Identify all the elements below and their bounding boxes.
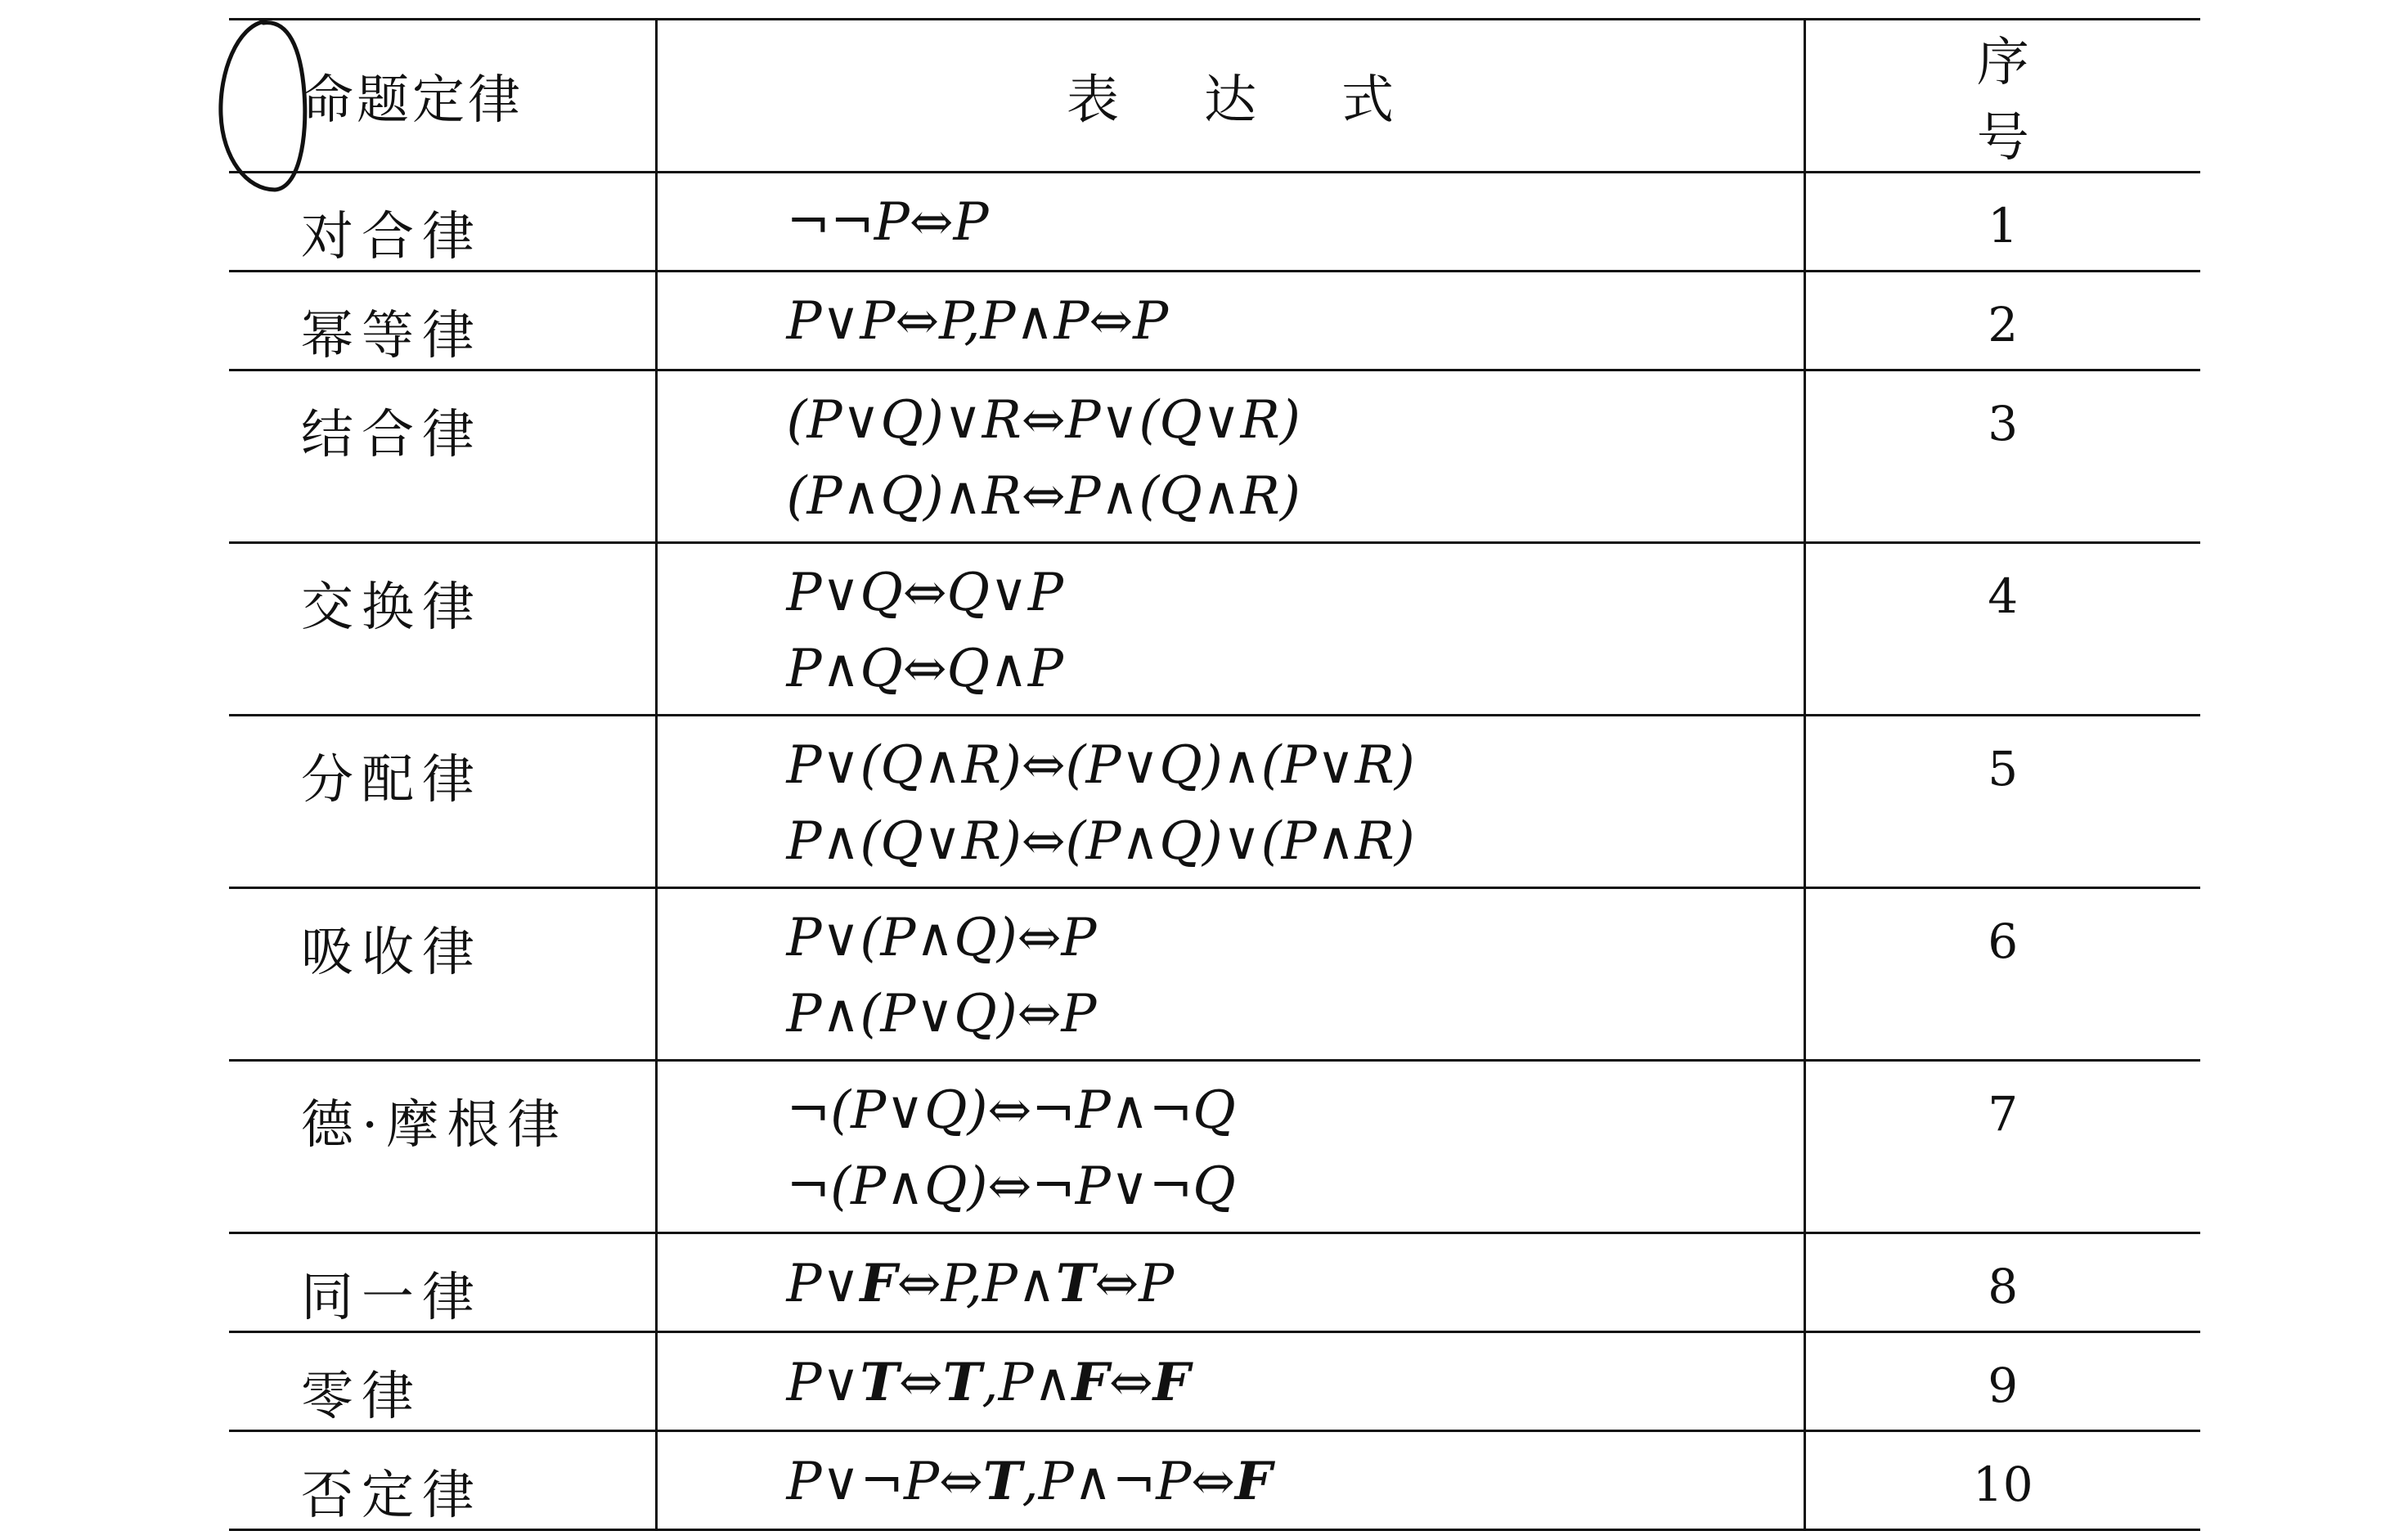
law-name-cell: [229, 1233, 656, 1332]
table-row: [229, 888, 2200, 1061]
propositional-laws-table: [229, 18, 2200, 1531]
law-expression-line: ¬(P∧Q)⇔¬P∨¬Q: [786, 1156, 1236, 1217]
table-row: [229, 543, 2200, 716]
law-number-cell: [1804, 173, 2200, 272]
law-name: 德·摩根律: [301, 1095, 568, 1156]
header-number-cell: [1804, 20, 2200, 173]
law-number: 5: [1988, 741, 2019, 797]
law-expression-line: (P∧Q)∧R⇔P∧(Q∧R): [786, 466, 1301, 527]
law-expression-cell: [656, 272, 1804, 370]
law-number-cell: [1804, 1061, 2200, 1233]
law-number-cell: [1804, 1431, 2200, 1530]
law-name-cell: [229, 173, 656, 272]
law-expression-line: P∧Q⇔Q∧P: [786, 639, 1063, 699]
law-number-cell: [1804, 272, 2200, 370]
law-name: 对合律: [301, 207, 483, 267]
law-number: 1: [1988, 198, 2019, 254]
law-number-cell: [1804, 888, 2200, 1061]
table-row: [229, 1431, 2200, 1530]
law-number: 8: [1988, 1259, 2019, 1314]
law-name-cell: [229, 370, 656, 543]
law-name-cell: [229, 272, 656, 370]
law-expression-line: P∨(Q∧R)⇔(P∨Q)∧(P∨R): [786, 735, 1415, 796]
law-expression-line: P∨(P∧Q)⇔P: [786, 908, 1097, 968]
law-expression-cell: [656, 716, 1804, 888]
law-expression-line: P∨Q⇔Q∨P: [786, 563, 1063, 623]
law-number: 2: [1988, 297, 2019, 352]
table-row: [229, 716, 2200, 888]
law-name-cell: [229, 716, 656, 888]
law-expression-cell: [656, 888, 1804, 1061]
law-name: 吸收律: [301, 923, 483, 983]
law-number: 7: [1988, 1086, 2019, 1142]
table-row: [229, 272, 2200, 370]
law-number: 10: [1972, 1457, 2033, 1512]
law-expression-cell: [656, 1332, 1804, 1431]
law-number: 9: [1988, 1358, 2019, 1413]
law-name: 零律: [301, 1367, 422, 1427]
law-number-cell: [1804, 370, 2200, 543]
law-expression-line: ¬¬P⇔P: [786, 192, 989, 253]
law-expression-cell: [656, 1061, 1804, 1233]
law-name: 同一律: [301, 1268, 483, 1328]
law-number: 4: [1988, 568, 2019, 624]
header-expression: 表达式: [1067, 70, 1479, 131]
header-expression-cell: [656, 20, 1804, 173]
law-name: 结合律: [301, 405, 483, 465]
law-name-cell: [229, 543, 656, 716]
law-expression-cell: [656, 543, 1804, 716]
table-row: [229, 1332, 2200, 1431]
law-number-cell: [1804, 543, 2200, 716]
table-body: [229, 173, 2200, 1530]
law-expression-line: P∧(Q∨R)⇔(P∧Q)∨(P∧R): [786, 811, 1415, 872]
law-name: 否定律: [301, 1466, 483, 1526]
header-name: 命题定律: [301, 70, 523, 131]
table-header-row: [229, 20, 2200, 173]
law-expression-cell: [656, 173, 1804, 272]
law-name-cell: [229, 888, 656, 1061]
law-name: 幂等律: [301, 306, 483, 366]
table-row: [229, 370, 2200, 543]
law-expression-cell: [656, 1233, 1804, 1332]
law-expression-line: P∨P⇔P,P∧P⇔P: [786, 291, 1169, 352]
law-name-cell: [229, 1332, 656, 1431]
law-name-cell: [229, 1431, 656, 1530]
header-name-cell: [229, 20, 656, 173]
law-expression-line: P∨T⇔T,P∧F⇔F: [786, 1352, 1191, 1413]
law-number: 3: [1988, 396, 2019, 451]
header-number: 序号: [1976, 33, 2144, 168]
law-number-cell: [1804, 1332, 2200, 1431]
law-expression-line: P∨¬P⇔T,P∧¬P⇔F: [786, 1451, 1273, 1512]
table-row: [229, 1061, 2200, 1233]
law-name: 分配律: [301, 750, 483, 810]
law-expression-line: (P∨Q)∨R⇔P∨(Q∨R): [786, 390, 1301, 451]
table-row: [229, 173, 2200, 272]
law-number-cell: [1804, 716, 2200, 888]
law-name-cell: [229, 1061, 656, 1233]
law-expression-cell: [656, 1431, 1804, 1530]
law-number: 6: [1988, 914, 2019, 969]
law-number-cell: [1804, 1233, 2200, 1332]
law-name: 交换律: [301, 577, 483, 638]
law-expression-cell: [656, 370, 1804, 543]
law-expression-line: P∨F⇔P,P∧T⇔P: [786, 1253, 1175, 1314]
law-expression-line: P∧(P∨Q)⇔P: [786, 984, 1097, 1044]
law-expression-line: ¬(P∨Q)⇔¬P∧¬Q: [786, 1080, 1236, 1141]
table-row: [229, 1233, 2200, 1332]
